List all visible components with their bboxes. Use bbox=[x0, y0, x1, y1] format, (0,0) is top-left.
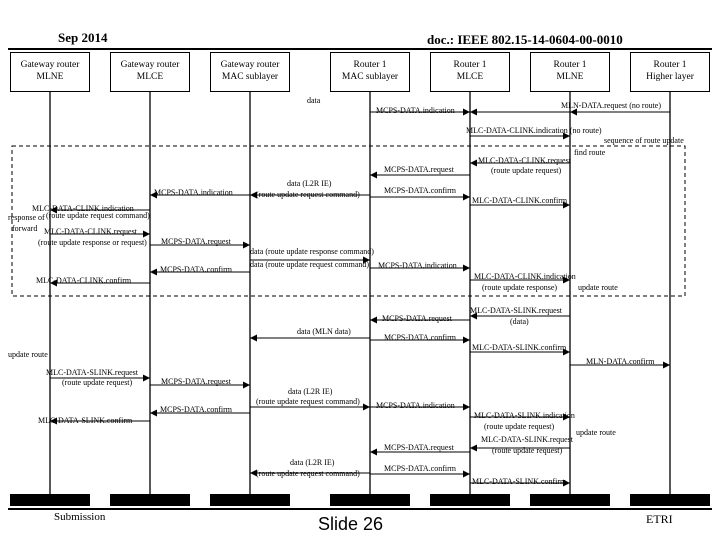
label-mcps-data-confirm: MCPS-DATA.confirm bbox=[384, 186, 457, 195]
lane-router1-mlne: Router 1 MLNE bbox=[530, 52, 610, 92]
label-route-update-response: (route update response) bbox=[482, 283, 558, 292]
label-mcps-data-confirm: MCPS-DATA.confirm bbox=[160, 405, 233, 414]
label-mlc-slink-request: MLC-DATA-SLINK.request bbox=[481, 435, 574, 444]
footer-organization: ETRI bbox=[646, 512, 673, 526]
label-data-l2r-ie: data (L2R IE) bbox=[288, 387, 333, 396]
label-mlc-slink-request: MLC-DATA-SLINK.request bbox=[470, 306, 563, 315]
lane-gateway-mlce: Gateway router MLCE bbox=[110, 52, 190, 92]
label-data-mln-data: data (MLN data) bbox=[297, 327, 351, 336]
label-data: data bbox=[307, 96, 321, 105]
lifeline-end-bar bbox=[330, 494, 410, 506]
label-mcps-data-confirm: MCPS-DATA.confirm bbox=[384, 464, 457, 473]
slide-number: Slide 26 bbox=[318, 514, 384, 534]
label-route-update-request: (route update request) bbox=[484, 422, 555, 431]
label-mlc-clink-indication: MLC-DATA-CLINK.indication bbox=[474, 272, 576, 281]
label-mlc-clink-request: MLC-DATA-CLINK.request bbox=[478, 156, 571, 165]
label-update-route: update route bbox=[8, 350, 48, 359]
label-mlc-slink-confirm: MLC-DATA-SLINK.confirm bbox=[472, 477, 567, 486]
lifeline-end-bar bbox=[530, 494, 610, 506]
label-mlc-clink-confirm: MLC-DATA-CLINK.confirm bbox=[36, 276, 132, 285]
label-mlc-clink-confirm: MLC-DATA-CLINK.confirm bbox=[472, 196, 568, 205]
lifeline-end-bar bbox=[210, 494, 290, 506]
label-route-update-request-command: (route update request command) bbox=[256, 397, 360, 406]
label-mlc-slink-indication: MLC-DATA-SLINK.indication bbox=[474, 411, 575, 420]
label-route-update-request-command: (route update request command) bbox=[256, 190, 360, 199]
label-mcps-data-request: MCPS-DATA.request bbox=[384, 165, 454, 174]
label-mlc-clink-indication: MLC-DATA-CLINK.indication (no route) bbox=[466, 126, 602, 135]
slide-date: Sep 2014 bbox=[58, 30, 108, 45]
label-route-update-request: (route update request) bbox=[492, 446, 563, 455]
label-mlc-slink-confirm: MLC-DATA-SLINK.confirm bbox=[472, 343, 567, 352]
label-mcps-data-indication: MCPS-DATA.indication bbox=[376, 401, 455, 410]
label-mcps-data-request: MCPS-DATA.request bbox=[384, 443, 454, 452]
label-mcps-data-indication: MCPS-DATA.indication bbox=[376, 106, 455, 115]
label-mcps-data-request: MCPS-DATA.request bbox=[382, 314, 452, 323]
label-mln-data-confirm: MLN-DATA.confirm bbox=[586, 357, 655, 366]
label-update-route: update route bbox=[578, 283, 618, 292]
footer-submission: Submission bbox=[54, 511, 106, 523]
footer-rule bbox=[8, 508, 712, 510]
label-mcps-data-indication: MCPS-DATA.indication bbox=[154, 188, 233, 197]
label-mlc-slink-confirm: MLC-DATA-SLINK.confirm bbox=[38, 416, 133, 425]
message-labels bbox=[8, 96, 684, 486]
lifeline-end-bar bbox=[10, 494, 90, 506]
label-mlc-clink-request: MLC-DATA-CLINK.request bbox=[44, 227, 137, 236]
lane-router1-mac: Router 1 MAC sublayer bbox=[330, 52, 410, 92]
label-route-update-request: (route update request) bbox=[491, 166, 562, 175]
lane-router1-higher: Router 1 Higher layer bbox=[630, 52, 710, 92]
label-data-route-update-response-command: data (route update response command) bbox=[250, 247, 374, 256]
label-find-route: find route bbox=[574, 148, 606, 157]
lifeline-end-bar bbox=[430, 494, 510, 506]
label-route-update-request: (route update request) bbox=[62, 378, 133, 387]
label-forward: forward bbox=[12, 224, 38, 233]
label-mlc-clink-indication: MLC-DATA-CLINK.indication bbox=[32, 204, 134, 213]
label-mlc-slink-request: MLC-DATA-SLINK.request bbox=[46, 368, 139, 377]
lane-gateway-mlne: Gateway router MLNE bbox=[10, 52, 90, 92]
label-mcps-data-indication: MCPS-DATA.indication bbox=[378, 261, 457, 270]
lifeline-end-bar bbox=[110, 494, 190, 506]
label-route-update-request-command: (route update request command) bbox=[46, 211, 150, 220]
document-id: doc.: IEEE 802.15-14-0604-00-0010 bbox=[427, 32, 623, 47]
label-update-route: update route bbox=[576, 428, 616, 437]
lane-router1-mlce: Router 1 MLCE bbox=[430, 52, 510, 92]
label-data-l2r-ie: data (L2R IE) bbox=[290, 458, 335, 467]
label-response-of: response of bbox=[8, 213, 45, 222]
label-mcps-data-request: MCPS-DATA.request bbox=[161, 237, 231, 246]
label-sequence-of-route-update: sequence of route update bbox=[604, 136, 684, 145]
label-mcps-data-request: MCPS-DATA.request bbox=[161, 377, 231, 386]
label-mcps-data-confirm: MCPS-DATA.confirm bbox=[384, 333, 457, 342]
label-data-payload: (data) bbox=[510, 317, 529, 326]
lifeline-end-bar bbox=[630, 494, 710, 506]
label-mln-data-request: MLN-DATA.request (no route) bbox=[561, 101, 661, 110]
lane-gateway-mac: Gateway router MAC sublayer bbox=[210, 52, 290, 92]
label-route-update-request-command: (route update request command) bbox=[256, 469, 360, 478]
label-mcps-data-confirm: MCPS-DATA.confirm bbox=[160, 265, 233, 274]
label-route-update-response-or-request: (route update response or request) bbox=[38, 238, 147, 247]
label-data-l2r-ie: data (L2R IE) bbox=[287, 179, 332, 188]
label-data-route-update-request-command: data (route update request command) bbox=[250, 260, 370, 269]
route-update-sequence-frame bbox=[12, 146, 685, 296]
